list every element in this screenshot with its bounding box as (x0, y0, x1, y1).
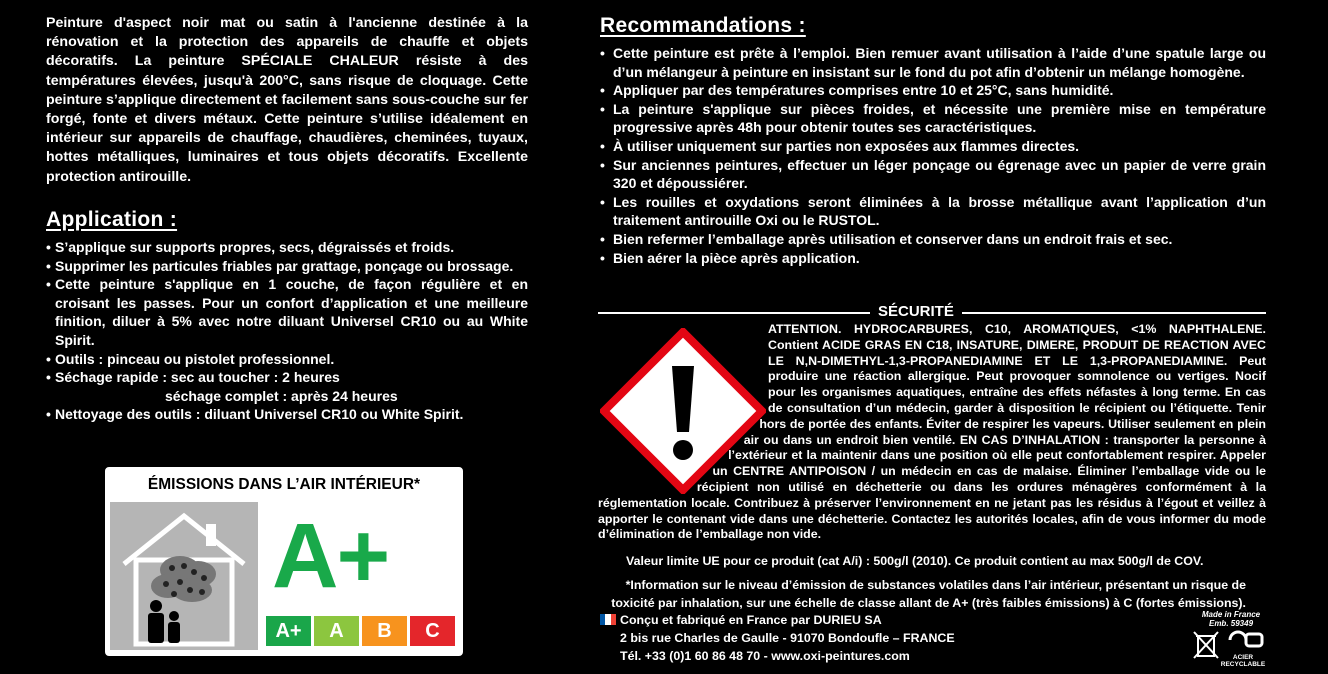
list-item: • La peinture s'applique sur pièces froides, et nécessite une première mise en température progressive après 48h pour obtenir toutes ses caractéristiques. (600, 100, 1266, 137)
emissions-scale (266, 616, 455, 646)
emissions-grade-panel (262, 502, 458, 650)
list-item: • Cette peinture s'applique en 1 couche, de façon régulière et en croisant les passes. Pour un confort d’application et une meilleure finition, diluer à 5% avec notre diluant Universel CR10 ou au White Spirit. (46, 275, 528, 349)
emissions-grade: A+ (272, 505, 389, 607)
drying-complete-text: séchage complet : après 24 heures (165, 387, 398, 404)
emissions-title: ÉMISSIONS DANS L’AIR INTÉRIEUR* (108, 470, 460, 500)
made-in-france-block (1196, 610, 1266, 628)
company-name: DURIEU SA (813, 613, 882, 627)
security-text: ATTENTION. HYDROCARBURES, C10, AROMATIQUES, <1% NAPHTHALENE. Contient ACIDE GRAS EN C18, INSATURE, DIMERE, PRODUIT DE REACTION AVEC LE N,N-DIMETHYL-1,3-PROPANEDIAMINE ET LE 1,3-PROPANEDIAMINE. Peut produire une réaction allergique. Peut provoquer somnolence ou vertiges. Nocif pour les organismes aquatiques, entraîne des effets néfastes à long terme. En cas de consultation d’un médecin, garder à disposition le récipient ou l’étiquette. Tenir hors de portée des enfants. Éviter de respirer les vapeurs. Utiliser seulement en plein air ou dans un endroit bien ventilé. EN CAS D’INHALATION : transporter la personne à l’extérieur et la maintenir dans une position où elle peut confortablement respirer. Appeler un CENTRE ANTIPOISON / un médecin en cas de malaise. Éliminer l’emballage vide ou le récipient non utilisé en déchetterie ou dans les ordures ménagères conformément à la réglementation locale. Contribuez à préserver l’environnement en ne jetant pas les résidus à l’égout et veillez à apporter le contenant vide dans une déchetterie. Contactez les autorités locales, afin de vous informer du mode d’élimination de l’emballage non vide. (598, 322, 1266, 542)
recommandations-heading: Recommandations : (600, 14, 806, 37)
list-item: • Sur anciennes peintures, effectuer un léger ponçage ou égrenage avec un papier de verre grain 320 et dépoussiérer. (600, 156, 1266, 193)
scale-b: B (362, 616, 407, 646)
recommandations-section (600, 44, 1266, 267)
house-icon (110, 502, 258, 650)
recycle-steel-icon (1224, 630, 1266, 650)
application-section (46, 238, 528, 424)
intro-text: Peinture d'aspect noir mat ou satin à l'ancienne destinée à la rénovation et la protection des appareils de chauffe et objets décoratifs. La peinture SPÉCIALE CHALEUR résiste à des températures élevées, jusqu'à 200°C, sans risque de cloquage. Cette peinture s’applique directement et facilement sans sous-couche sur fer forgé, fonte et divers métaux. Cette peinture s’utilise idéalement en intérieur sur appareils de chauffage, chaudières, cheminées, tuyaux, hottes métalliques, luminaires et tous objets décoratifs. Excellente protection antirouille. (46, 15, 528, 185)
emb-code: Emb. 59349 (1208, 619, 1254, 628)
list-item: • Les rouilles et oxydations seront éliminées à la brosse métallique avant l’application d’un traitement antirouille Oxi ou le RUSTOL. (600, 193, 1266, 230)
scale-c: C (410, 616, 455, 646)
list-item: • À utiliser uniquement sur parties non exposées aux flammes directes. (600, 137, 1266, 156)
address: 2 bis rue Charles de Gaulle - 91070 Bondoufle – FRANCE (620, 631, 955, 645)
emissions-label (105, 467, 463, 656)
scale-a-plus: A+ (266, 616, 311, 646)
emission-note: *Information sur le niveau d’émission de substances volatiles dans l’air intérieur, présentant un risque de toxicité par inhalation, sur une échelle de classe allant de A+ (très faibles émissions) à C (fortes émissions). (611, 578, 1246, 610)
made-in-text: Conçu et fabriqué en France par (620, 613, 811, 627)
scale-a: A (314, 616, 359, 646)
made-in-france-text: Made in France (1201, 610, 1261, 619)
list-item: • Outils : pinceau ou pistolet professionnel. (46, 350, 528, 369)
security-title: SÉCURITÉ (870, 303, 962, 320)
list-item: • Nettoyage des outils : diluant Universel CR10 ou White Spirit. (46, 405, 528, 424)
exclamation-warning-icon (600, 328, 766, 494)
steel-recyclable-text: ACIER RECYCLABLE (1220, 654, 1266, 668)
list-item: • Appliquer par des températures comprises entre 10 et 25°C, sans humidité. (600, 81, 1266, 100)
made-by (620, 612, 882, 628)
list-item: • Bien aérer la pièce après application. (600, 249, 1266, 268)
list-item: • Bien refermer l’emballage après utilisation et conserver dans un endroit frais et sec. (600, 230, 1266, 249)
list-item: • Supprimer les particules friables par grattage, ponçage ou brossage. (46, 257, 528, 276)
contact: Tél. +33 (0)1 60 86 48 70 - www.oxi-peintures.com (620, 649, 910, 663)
france-flag-icon (600, 614, 616, 625)
application-heading: Application : (46, 208, 178, 231)
list-item: • Cette peinture est prête à l’emploi. Bien remuer avant utilisation à l’aide d’une spatule large ou d’un mélangeur à peinture en insistant sur le fond du pot afin d’obtenir un mélange homogène. (600, 44, 1266, 81)
list-item: • S’applique sur supports propres, secs, dégraissés et froids. (46, 238, 528, 257)
drying-text: Séchage rapide : sec au toucher : 2 heures (55, 369, 340, 386)
cov-note: Valeur limite UE pour ce produit (cat A/i) : 500g/l (2010). Ce produit contient au max 500g/l de COV. (626, 554, 1204, 568)
list-item (46, 368, 528, 405)
